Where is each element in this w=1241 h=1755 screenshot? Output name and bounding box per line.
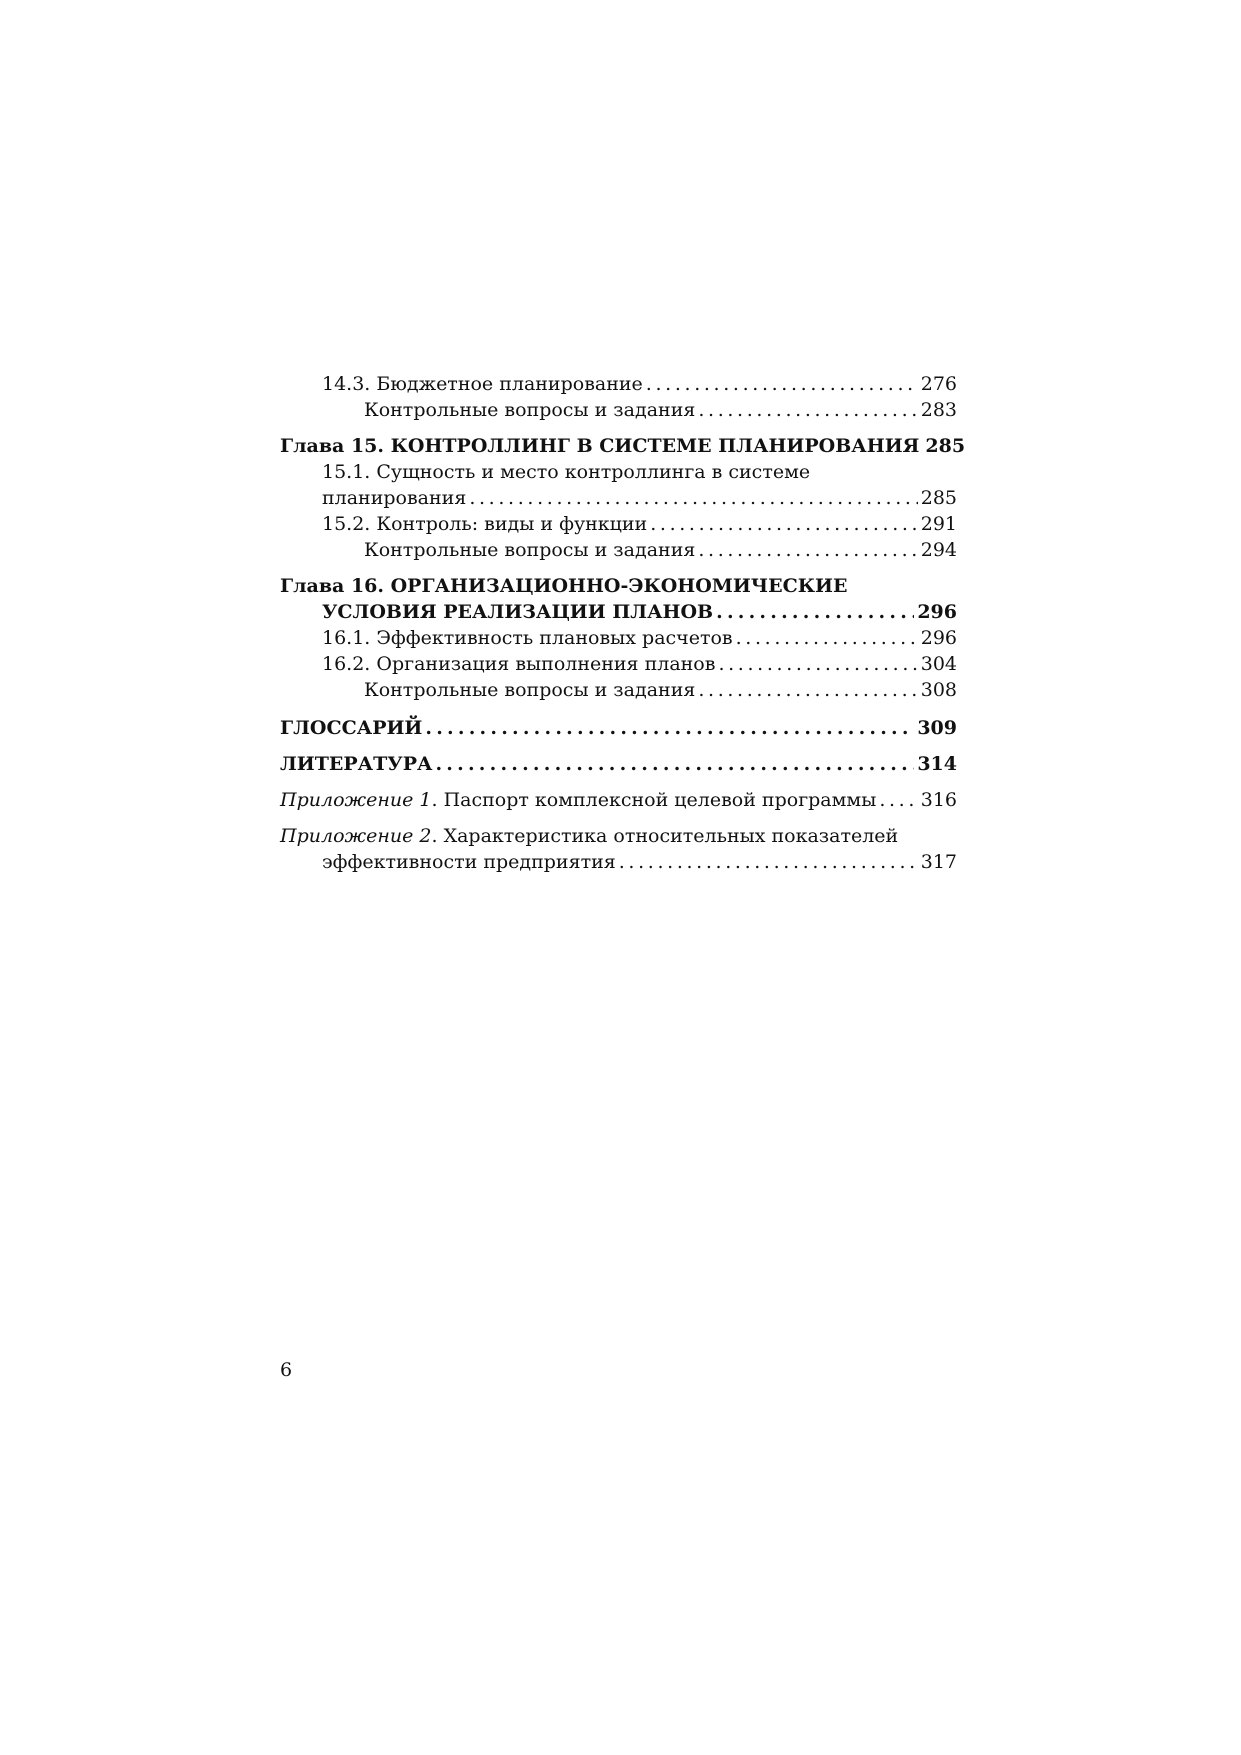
toc-entry-literature[interactable]	[280, 753, 957, 779]
toc-entry-title: Контрольные вопросы и задания	[364, 679, 696, 701]
toc-entry-15-1[interactable]	[280, 461, 957, 513]
toc-entry-title-line1: . Характеристика относительных показателей	[431, 825, 899, 847]
toc-entry-questions-15[interactable]	[280, 539, 957, 565]
toc-entry-title: 16.1. Эффективность плановых расчетов	[322, 627, 733, 649]
toc-leader	[879, 789, 917, 811]
toc-entry-title-line1: Глава 16. ОРГАНИЗАЦИОННО-ЭКОНОМИЧЕСКИЕ	[280, 575, 848, 597]
toc-leader	[736, 627, 918, 649]
toc-leader	[469, 487, 917, 509]
toc-entry-title: 15.2. Контроль: виды и функции	[322, 513, 648, 535]
toc-entry-chapter-16[interactable]	[280, 575, 957, 627]
toc-leader	[698, 679, 917, 701]
toc-page-number: 296	[917, 601, 957, 623]
toc-entry-title: ГЛОССАРИЙ	[280, 717, 423, 739]
toc-entry-questions-14[interactable]	[280, 399, 957, 425]
toc-page-number: 309	[917, 717, 957, 739]
toc-entry-title: Контрольные вопросы и задания	[364, 399, 696, 421]
toc-entry-title: . Паспорт комплексной целевой программы	[431, 789, 877, 811]
toc-entry-chapter-15[interactable]	[280, 435, 966, 461]
toc-entry-title-line1: 15.1. Сущность и место контроллинга в системе	[322, 461, 811, 483]
toc-page-number: 316	[920, 789, 957, 811]
page-number: 6	[280, 1359, 293, 1381]
toc-entry-16-1[interactable]	[280, 627, 957, 653]
table-of-contents	[280, 373, 966, 877]
toc-leader	[718, 653, 917, 675]
toc-entry-title-line2: планирования	[322, 487, 467, 509]
toc-page-number: 285	[920, 487, 957, 509]
toc-leader	[435, 753, 914, 775]
toc-entry-title: 16.2. Организация выполнения планов	[322, 653, 716, 675]
toc-page-number: 308	[920, 679, 957, 701]
toc-page-number: 296	[920, 627, 957, 649]
toc-entry-title: Контрольные вопросы и задания	[364, 539, 696, 561]
toc-page-number: 291	[920, 513, 957, 535]
toc-leader	[716, 601, 914, 623]
toc-page-number: 304	[920, 653, 957, 675]
toc-leader	[619, 851, 918, 873]
toc-entry-title-line2: УСЛОВИЯ РЕАЛИЗАЦИИ ПЛАНОВ	[322, 601, 714, 623]
toc-leader	[698, 399, 917, 421]
toc-leader	[425, 717, 914, 739]
toc-entry-glossary[interactable]	[280, 717, 957, 743]
toc-entry-title-line2: эффективности предприятия	[322, 851, 616, 873]
toc-entry-16-2[interactable]	[280, 653, 957, 679]
toc-leader	[646, 373, 918, 395]
toc-entry-title: Глава 15. КОНТРОЛЛИНГ В СИСТЕМЕ ПЛАНИРОВАНИЯ	[280, 435, 920, 457]
toc-page-number: 283	[920, 399, 957, 421]
toc-page-number: 314	[917, 753, 957, 775]
toc-leader	[650, 513, 918, 535]
toc-entry-appendix-1[interactable]	[280, 789, 957, 815]
toc-entry-appendix-2[interactable]	[280, 825, 957, 877]
toc-leader	[698, 539, 917, 561]
toc-appendix-label: Приложение 1	[280, 789, 432, 811]
toc-page-number: 317	[920, 851, 957, 873]
toc-appendix-label: Приложение 2	[280, 825, 432, 847]
toc-entry-questions-16[interactable]	[280, 679, 957, 705]
toc-page-number: 276	[920, 373, 957, 395]
toc-page-number: 285	[925, 435, 966, 457]
toc-entry-title: 14.3. Бюджетное планирование	[322, 373, 643, 395]
toc-entry-14-3[interactable]	[280, 373, 957, 399]
toc-entry-title: ЛИТЕРАТУРА	[280, 753, 433, 775]
toc-entry-15-2[interactable]	[280, 513, 957, 539]
toc-page-number: 294	[920, 539, 957, 561]
